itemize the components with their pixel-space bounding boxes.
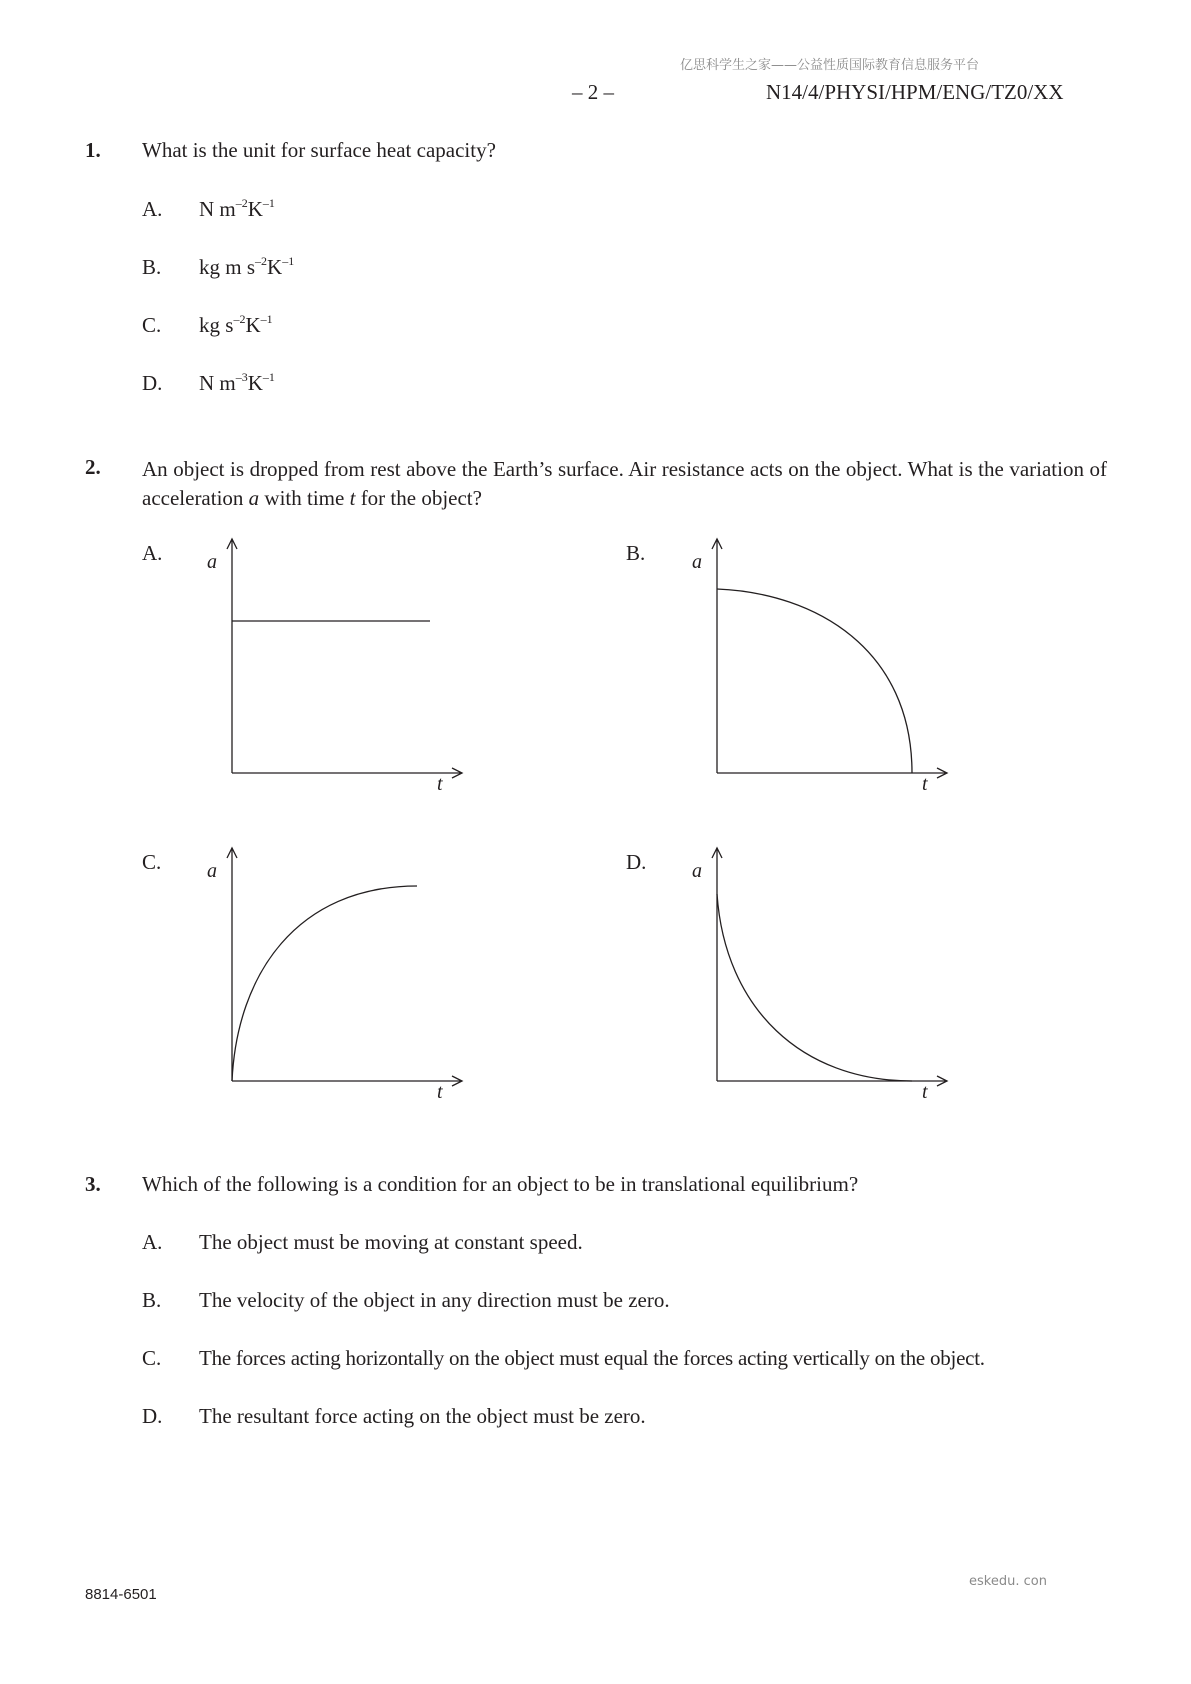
graph-a-y-label: a <box>207 551 217 573</box>
q3-option-d-text: The resultant force acting on the object must be zero. <box>199 1404 646 1428</box>
q1-option-b-unit: kg m $s^{-2}K^{-1}$ <box>199 254 295 279</box>
paper-code: N14/4/PHYSI/HPM/ENG/TZ0/XX <box>766 80 1064 104</box>
graph-b-y-label: a <box>692 551 702 573</box>
graph-a-x-label: t <box>437 773 443 795</box>
graph-b-letter: B. <box>626 541 646 565</box>
q3-option-a-text: The object must be moving at constant speed. <box>199 1230 583 1254</box>
graph-d-y-label: a <box>692 860 702 882</box>
graph-d-curve <box>717 894 912 1081</box>
page-number: – 2 – <box>572 80 614 104</box>
question-2-number: 2. <box>85 455 101 479</box>
graph-d-letter: D. <box>626 850 647 874</box>
question-2-text: An object is dropped from rest above the Earth’s surface. Air resistance acts on the object. What is the variation of acceleration a with time t for the object? <box>142 457 1107 510</box>
q1-option-d-letter: D. <box>142 371 163 395</box>
graph-b-plot <box>707 535 957 775</box>
q3-option-a-letter: A. <box>142 1230 163 1254</box>
graph-b-x-label: t <box>922 773 928 795</box>
q1-option-a-unit: N $m^{-2}K^{-1}$ <box>199 196 275 221</box>
q3-option-c-letter: C. <box>142 1346 162 1370</box>
q1-option-a-letter: A. <box>142 197 163 221</box>
q1-option-d-unit: N $m^{-3}K^{-1}$ <box>199 370 275 395</box>
footer-site: eskedu. con <box>969 1574 1047 1589</box>
graph-a-plot <box>222 535 472 775</box>
graph-b-curve <box>717 589 912 773</box>
graph-d-x-label: t <box>922 1081 928 1103</box>
q3-option-b-text: The velocity of the object in any direction must be zero. <box>199 1288 670 1312</box>
question-3-text: Which of the following is a condition for an object to be in translational equilibrium? <box>142 1172 859 1196</box>
graph-c-y-label: a <box>207 860 217 882</box>
q1-option-c-letter: C. <box>142 313 162 337</box>
graph-c-curve <box>232 886 417 1081</box>
question-3-number: 3. <box>85 1172 101 1196</box>
graph-c-plot <box>222 844 472 1084</box>
graph-d-plot <box>707 844 957 1084</box>
footer-code: 8814-6501 <box>85 1586 157 1603</box>
graph-a-letter: A. <box>142 541 163 565</box>
q1-option-b-letter: B. <box>142 255 162 279</box>
question-1-number: 1. <box>85 138 101 162</box>
graph-c-letter: C. <box>142 850 162 874</box>
q3-option-c-text: The forces acting horizontally on the object must equal the forces acting vertically on the object. <box>199 1346 985 1370</box>
header-watermark: 亿思科学生之家——公益性质国际教育信息服务平台 <box>680 58 980 73</box>
graph-c-x-label: t <box>437 1081 443 1103</box>
q3-option-b-letter: B. <box>142 1288 162 1312</box>
q3-option-d-letter: D. <box>142 1404 163 1428</box>
q1-option-c-unit: kg $s^{-2}K^{-1}$ <box>199 312 273 337</box>
question-1-text: What is the unit for surface heat capacity? <box>142 138 496 162</box>
